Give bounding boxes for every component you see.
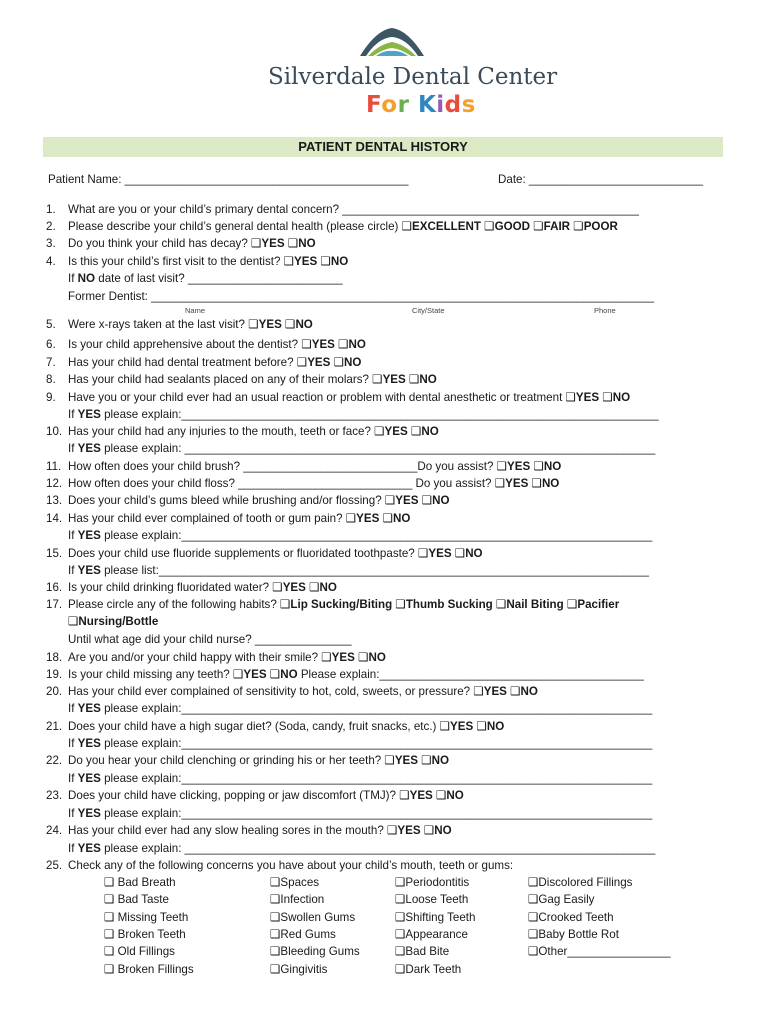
question-number: 2. [46, 220, 56, 233]
dentist-name-sublabel: Name [185, 306, 206, 315]
question-text[interactable]: Have you or your child ever had an usual reaction or problem with dental anesthetic or treatment ❑YES ❑NO [68, 391, 631, 404]
question-text[interactable]: Has your child had sealants placed on any of their molars? ❑YES ❑NO [68, 373, 437, 386]
question-text[interactable]: How often does your child brush? ___________________________Do you assist? ❑YES ❑NO [68, 460, 562, 473]
question-text[interactable]: Does your child’s gums bleed while brushing and/or flossing? ❑YES ❑NO [68, 494, 450, 507]
question-followup[interactable]: If NO date of last visit? ________________________ [68, 272, 343, 285]
question-followup[interactable]: If YES please explain:_________________________________________________________________________ [68, 807, 653, 820]
concern-checkbox[interactable]: ❑Crooked Teeth [528, 911, 614, 924]
question-text[interactable]: What are you or your child’s primary dental concern? ______________________________________________ [68, 203, 639, 216]
question-followup[interactable]: If YES please explain: _________________________________________________________________________ [68, 842, 656, 855]
concern-checkbox[interactable]: ❑Dark Teeth [395, 963, 462, 976]
question-number: 19. [46, 668, 63, 681]
page-title: PATIENT DENTAL HISTORY [298, 139, 468, 154]
concern-checkbox[interactable]: ❑ Broken Teeth [104, 928, 186, 941]
question-followup[interactable]: If YES please explain: _________________________________________________________________________ [68, 442, 656, 455]
question-number: 12. [46, 477, 63, 490]
question-number: 24. [46, 824, 63, 837]
question-number: 14. [46, 512, 63, 525]
question-text[interactable]: Does your child have a high sugar diet? (Soda, candy, fruit snacks, etc.) ❑YES ❑NO [68, 720, 505, 733]
question-number: 10. [46, 425, 63, 438]
question-number: 16. [46, 581, 63, 594]
question-number: 15. [46, 547, 63, 560]
question-followup[interactable]: ❑Nursing/Bottle [68, 615, 159, 628]
question-number: 7. [46, 356, 56, 369]
question-followup[interactable]: Until what age did your child nurse? _______________ [68, 633, 352, 646]
question-text[interactable]: Has your child ever complained of sensitivity to hot, cold, sweets, or pressure? ❑YES ❑NO [68, 685, 538, 698]
concern-checkbox[interactable]: ❑Loose Teeth [395, 893, 469, 906]
question-text[interactable]: Are you and/or your child happy with their smile? ❑YES ❑NO [68, 651, 386, 664]
question-text[interactable]: Do you think your child has decay? ❑YES ❑NO [68, 237, 316, 250]
question-text[interactable]: Is your child missing any teeth? ❑YES ❑NO Please explain:_________________________________________ [68, 668, 644, 681]
question-text[interactable]: Do you hear your child clenching or grinding his or her teeth? ❑YES ❑NO [68, 754, 450, 767]
question-text[interactable]: Has your child had any injuries to the mouth, teeth or face? ❑YES ❑NO [68, 425, 439, 438]
question-number: 21. [46, 720, 63, 733]
concern-checkbox[interactable]: ❑Swollen Gums [270, 911, 356, 924]
concern-checkbox[interactable]: ❑ Bad Taste [104, 893, 169, 906]
title-band [43, 137, 723, 157]
question-number: 11. [46, 460, 62, 473]
concern-checkbox[interactable]: ❑Gag Easily [528, 893, 595, 906]
concern-checkbox[interactable]: ❑Red Gums [270, 928, 336, 941]
question-number: 23. [46, 789, 63, 802]
concern-checkbox[interactable]: ❑Periodontitis [395, 876, 470, 889]
question-text[interactable]: Please describe your child’s general dental health (please circle) ❑EXCELLENT ❑GOOD ❑FAIR ❑POOR [68, 220, 618, 233]
question-number: 5. [46, 318, 56, 331]
question-followup[interactable]: If YES please explain:_________________________________________________________________________ [68, 702, 653, 715]
question-number: 4. [46, 255, 56, 268]
question-text[interactable]: Were x-rays taken at the last visit? ❑YES ❑NO [68, 318, 313, 331]
concern-checkbox[interactable]: ❑Gingivitis [270, 963, 328, 976]
question-text[interactable]: Has your child ever had any slow healing sores in the mouth? ❑YES ❑NO [68, 824, 452, 837]
question-followup[interactable]: If YES please explain:_________________________________________________________________________ [68, 529, 653, 542]
question-number: 8. [46, 373, 56, 386]
concern-checkbox[interactable]: ❑ Old Fillings [104, 945, 175, 958]
question-number: 9. [46, 391, 56, 404]
concern-checkbox[interactable]: ❑Spaces [270, 876, 320, 889]
question-followup[interactable]: Former Dentist: ______________________________________________________________________________ [68, 290, 655, 303]
question-followup[interactable]: If YES please explain:_________________________________________________________________________ [68, 772, 653, 785]
question-text[interactable]: Has your child had dental treatment before? ❑YES ❑NO [68, 356, 362, 369]
question-followup[interactable]: If YES please explain:_________________________________________________________________________ [68, 737, 653, 750]
concern-checkbox[interactable]: ❑Infection [270, 893, 325, 906]
question-text[interactable]: Is your child drinking fluoridated water? ❑YES ❑NO [68, 581, 337, 594]
question-number: 1. [46, 203, 56, 216]
question-number: 17. [46, 598, 63, 611]
concern-checkbox[interactable]: ❑ Broken Fillings [104, 963, 194, 976]
question-text[interactable]: Does your child use fluoride supplements or fluoridated toothpaste? ❑YES ❑NO [68, 547, 483, 560]
clinic-logo [268, 22, 558, 122]
question-text[interactable]: Has your child ever complained of tooth or gum pain? ❑YES ❑NO [68, 512, 411, 525]
date-field[interactable]: Date: ___________________________ [498, 173, 704, 186]
question-number: 20. [46, 685, 63, 698]
question-number: 3. [46, 237, 56, 250]
question-number: 18. [46, 651, 63, 664]
concern-checkbox[interactable]: ❑Bad Bite [395, 945, 450, 958]
dentist-city-sublabel: City/State [412, 306, 445, 315]
mountain-logo-icon [268, 22, 518, 67]
concern-checkbox[interactable]: ❑ Missing Teeth [104, 911, 189, 924]
clinic-tagline: For Kids [366, 92, 476, 118]
dentist-phone-sublabel: Phone [594, 306, 616, 315]
question-text[interactable]: Is your child apprehensive about the dentist? ❑YES ❑NO [68, 338, 366, 351]
concern-checkbox[interactable]: ❑Baby Bottle Rot [528, 928, 619, 941]
concern-checkbox[interactable]: ❑ Bad Breath [104, 876, 176, 889]
question-text[interactable]: Is this your child’s first visit to the dentist? ❑YES ❑NO [68, 255, 349, 268]
question-followup[interactable]: If YES please explain:__________________________________________________________________________ [68, 408, 659, 421]
question-text[interactable]: Does your child have clicking, popping or jaw discomfort (TMJ)? ❑YES ❑NO [68, 789, 464, 802]
clinic-name: Silverdale Dental Center [268, 64, 558, 90]
concern-checkbox[interactable]: ❑Discolored Fillings [528, 876, 633, 889]
concern-checkbox[interactable]: ❑Bleeding Gums [270, 945, 360, 958]
question-followup[interactable]: If YES please list:____________________________________________________________________________ [68, 564, 649, 577]
question-text[interactable]: Please circle any of the following habits? ❑Lip Sucking/Biting ❑Thumb Sucking ❑Nail Biting ❑Pacifier [68, 598, 620, 611]
patient-name-field[interactable]: Patient Name: ____________________________________________ [48, 173, 409, 186]
question-text[interactable]: Check any of the following concerns you have about your child’s mouth, teeth or gums: [68, 859, 514, 872]
question-text[interactable]: How often does your child floss? ___________________________ Do you assist? ❑YES ❑NO [68, 477, 560, 490]
concern-checkbox[interactable]: ❑Other________________ [528, 945, 671, 958]
question-number: 22. [46, 754, 63, 767]
question-number: 25. [46, 859, 63, 872]
question-number: 6. [46, 338, 56, 351]
question-number: 13. [46, 494, 63, 507]
concern-checkbox[interactable]: ❑Appearance [395, 928, 468, 941]
concern-checkbox[interactable]: ❑Shifting Teeth [395, 911, 476, 924]
